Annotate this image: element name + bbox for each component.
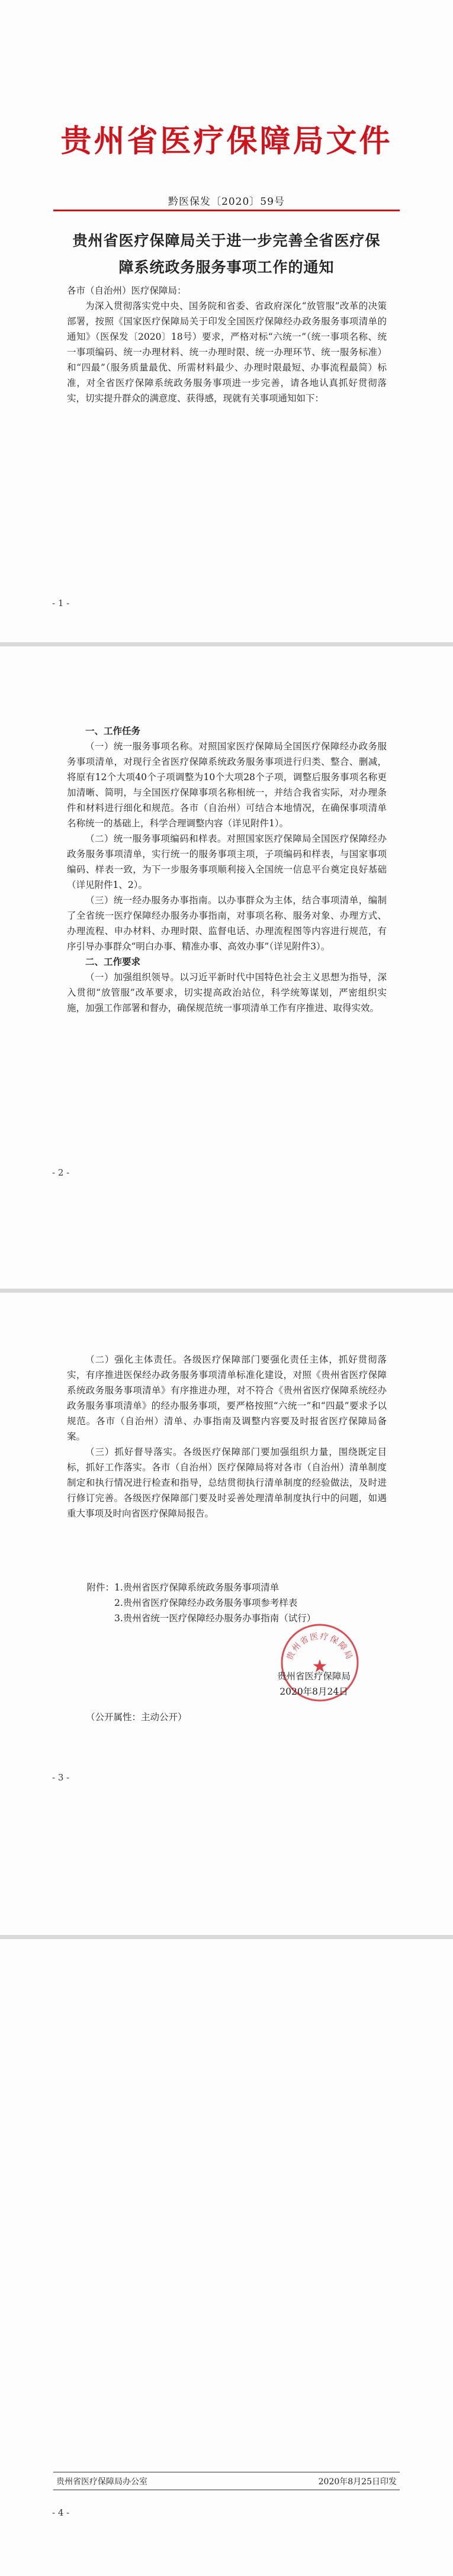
print-date: 2020年8月25日印发 (318, 2477, 397, 2487)
public-attribute: （公开属性：主动公开） (86, 1712, 187, 1722)
notice-title: 贵州省医疗保障局关于进一步完善全省医疗保障系统政务服务事项工作的通知 (72, 232, 381, 276)
attachment-item: 2.贵州省医疗保障经办政务服务事项参考样表 (114, 1598, 298, 1608)
sign-date: 2020年8月24日 (279, 1686, 348, 1697)
signature-block (249, 1669, 379, 1699)
red-separator-line (53, 210, 400, 211)
intro-paragraph: 为深入贯彻落实党中央、国务院和省委、省政府深化“放管服”改革的决策部署，按照《国家医疗保障局关于印发全国医疗保障经办政务服务事项清单的通知》（医保发〔2020〕18号）要求，严格对标“六统一”（统一事项名称、统一事项编码、统一办理材料、统一办理时限、统一办理环节、统一服务标准）和“四最”（服务质量最优、所需材料最少、办理时限最短、办事流程最简）标准，对全省医疗保障系统政务服务事项进一步完善，请各地认真抓好贯彻落实，切实提升群众的满意度、获得感，现就有关事项通知如下： (67, 301, 387, 404)
attachment-item: 3.贵州省统一医疗保障经办服务办事指南（试行） (114, 1613, 316, 1624)
salutation: 各市（自治州）医疗保障局： (67, 285, 187, 296)
attachments-list (67, 1580, 387, 1626)
task-item-2: （二）统一服务事项编码和样表。对照国家医疗保障局全国医疗保障经办政务服务事项清单，实行统一的服务事项主项，子项编码和样表，与国家事项编码、样表一致，为下一步服务事项顺利接入全国统一信息平台奠定良好基础（详见附件1、2）。 (67, 833, 387, 890)
issuing-authority-title: 贵州省医疗保障局文件 (60, 123, 393, 159)
document-page-3 (0, 1293, 453, 1935)
page1-body (67, 283, 387, 406)
page3-body (67, 1352, 387, 1521)
print-info-row (56, 2475, 397, 2487)
document-page-1 (0, 0, 453, 642)
attachment-item: 1.贵州省医疗保障系统政务服务事项清单 (114, 1582, 279, 1593)
signer-name: 贵州省医疗保障局 (277, 1671, 351, 1682)
document-page-2 (0, 646, 453, 1289)
issuing-office: 贵州省医疗保障局办公室 (56, 2477, 147, 2487)
attachment-row (67, 1595, 387, 1611)
svg-text:★: ★ (311, 1656, 328, 1677)
task-item-1: （一）统一服务事项名称。对照国家医疗保障局全国医疗保障经办政务服务事项清单，对现行全省医疗保障系统政务服务事项进行归类、整合、删减，将原有12个大项40个子项调整为10个大项28个子项，调整后服务事项名称更加清晰、简明，与全国医疗保障事项名称相统一，并结合我省实际，对办理条件和材料进行细化和规范。各市（自治州）可结合本地情况，在确保事项清单名称统一的基础上，科学合理调整内容（详见附件1）。 (67, 741, 387, 829)
page-number: - 3 - (52, 1772, 70, 1783)
requirement-item-1: （一）加强组织领导。以习近平新时代中国特色社会主义思想为指导，深入贯彻“放管服”改革要求，切实提高政治站位，科学统筹谋划，严密组织实施，加强工作部署和督办，确保规范统一事项清单工作有序推进、取得实效。 (67, 972, 387, 1013)
document-number: 黔医保发〔2020〕59号 (168, 196, 285, 208)
attachments-label: 附件： (86, 1582, 114, 1593)
page2-body (67, 723, 387, 1016)
requirement-item-3: （三）抓好督导落实。各级医疗保障部门要加强组织力量，围绕既定目标，抓好工作落实。各市（自治州）医疗保障局将对各市（自治州）清单制度制定和执行情况进行检查和指导，总结贯彻执行清单制度的经验做法，及时进行修订完善。各级医疗保障部门要及时妥善处理清单制度执行中的问题，如遇重大事项及时向省医疗保障局报告。 (67, 1447, 387, 1519)
page-number: - 1 - (52, 598, 70, 608)
attachment-row (67, 1580, 387, 1595)
section-heading-requirements: 二、工作要求 (85, 956, 141, 967)
document-page-4 (0, 1939, 453, 2576)
section-heading-tasks: 一、工作任务 (85, 725, 141, 736)
page-number: - 2 - (52, 1167, 70, 1178)
page-number: - 4 - (52, 2507, 70, 2518)
requirement-item-2: （二）强化主体责任。各级医疗保障部门要强化责任主体，抓好贯彻落实，有序推进医保经办政务服务事项清单标准化建设，对照《贵州省医疗保障系统政务服务事项清单》有序推进办理，对不符合《贵州省医疗保障系统经办政务服务事项清单》的经办服务事项，要严格按照“六统一”和“四最”要求予以规范。各市（自治州）清单、办事指南及调整内容要及时报省医疗保障局备案。 (67, 1354, 387, 1442)
task-item-3: （三）统一经办服务办事指南。以办事群众为主体，结合事项清单，编制了全省统一医疗保障经办服务办事指南，对事项名称、服务对象、办理方式、办理流程、申办材料、办理时限、监督电话、办理流程图等内容进行规范，有序引导办事群众“明白办事、精准办事、高效办事”（详见附件3）。 (67, 895, 387, 952)
seal-text: 贵州省医疗保障局 (285, 1631, 355, 1662)
